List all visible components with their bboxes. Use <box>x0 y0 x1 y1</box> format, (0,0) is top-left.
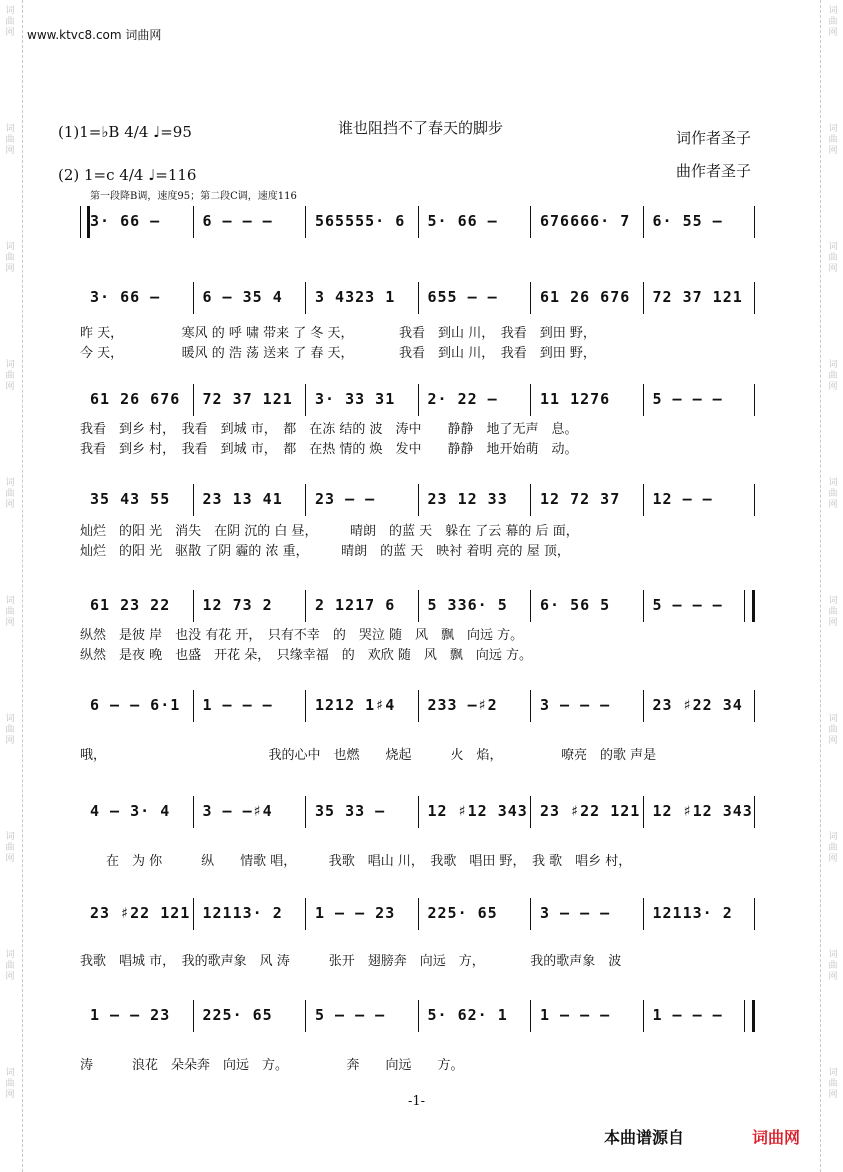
watermark-text: 词 曲 网 <box>5 832 15 864</box>
watermark-text: 词 曲 网 <box>828 360 838 392</box>
watermark-text: 词 曲 网 <box>5 596 15 628</box>
measure: 1 — — — <box>652 1006 723 1024</box>
measure: 23 ♯22 121 <box>90 904 191 922</box>
barline <box>418 898 419 930</box>
measure: 12 72 37 <box>540 490 621 508</box>
barline <box>643 898 644 930</box>
watermark-text: 词 曲 网 <box>828 596 838 628</box>
measure: 1 — — — <box>202 696 273 714</box>
measure: 12113· 2 <box>202 904 283 922</box>
measure: 6 — 35 4 <box>202 288 283 306</box>
barline <box>754 384 755 416</box>
watermark-text: 词 曲 网 <box>5 478 15 510</box>
measure: 4 — 3· 4 <box>90 802 171 820</box>
barline <box>305 282 306 314</box>
barline <box>305 590 306 622</box>
lyric-line: 灿烂 的阳 光 消失 在阴 沉的 白 昼， 晴朗 的蓝 天 躲在 了云 幕的 后 面， <box>80 524 579 539</box>
score-system <box>80 276 755 320</box>
barline <box>530 484 531 516</box>
barline <box>643 484 644 516</box>
measure: 6· 56 5 <box>540 596 611 614</box>
watermark-text: 词 曲 网 <box>5 6 15 38</box>
measure: 3· 66 — <box>90 288 161 306</box>
barline <box>643 690 644 722</box>
barline <box>754 690 755 722</box>
measure: 6 — — 6·1 <box>90 696 181 714</box>
measure: 72 37 121 <box>652 288 743 306</box>
barline <box>193 484 194 516</box>
measure: 3 4323 1 <box>315 288 396 306</box>
measure: 12113· 2 <box>652 904 733 922</box>
lyric-line: 今 天， 暖风 的 浩 荡 送来 了 春 天， 我看 到山 川， 我看 到田 野， <box>80 346 596 361</box>
measure: 12 ♯12 343 <box>652 802 753 820</box>
measure: 12 73 2 <box>202 596 273 614</box>
barline <box>305 484 306 516</box>
measure: 655 — — <box>427 288 498 306</box>
score-system <box>80 994 755 1038</box>
barline <box>754 898 755 930</box>
barline <box>418 590 419 622</box>
measure: 23 13 41 <box>202 490 283 508</box>
measure: 11 1276 <box>540 390 611 408</box>
barline <box>754 796 755 828</box>
measure: 3· 66 — <box>90 212 161 230</box>
measure: 23 ♯22 121 <box>540 802 641 820</box>
measure: 12 — — <box>652 490 713 508</box>
key-signature-2: (2) 1=c 4/4 ♩=116 <box>58 166 197 184</box>
measure: 225· 65 <box>202 1006 273 1024</box>
footer-logo[interactable]: 词曲网 <box>752 1128 801 1147</box>
barline <box>193 590 194 622</box>
measure: 233 —♯2 <box>427 696 498 714</box>
footer-source: 本曲谱源自 <box>604 1128 685 1147</box>
barline <box>530 690 531 722</box>
measure: 5 — — — <box>652 596 723 614</box>
measure: 23 12 33 <box>427 490 508 508</box>
barline <box>754 206 755 238</box>
barline <box>530 206 531 238</box>
watermark-text: 词 曲 网 <box>5 950 15 982</box>
watermark-text: 词 曲 网 <box>5 242 15 274</box>
final-barline <box>744 1000 755 1032</box>
performance-note: 第一段降B调，速度95；第二段C调，速度116 <box>90 191 297 202</box>
barline <box>305 690 306 722</box>
barline <box>530 1000 531 1032</box>
score-system <box>80 892 755 936</box>
barline <box>418 282 419 314</box>
measure: 3 — — — <box>540 904 611 922</box>
barline <box>305 796 306 828</box>
measure: 1 — — — <box>540 1006 611 1024</box>
watermark-text: 词 曲 网 <box>5 360 15 392</box>
barline <box>754 282 755 314</box>
measure: 12 ♯12 343 <box>427 802 528 820</box>
barline <box>530 796 531 828</box>
barline <box>193 1000 194 1032</box>
barline <box>418 384 419 416</box>
barline <box>418 206 419 238</box>
measure: 2· 22 — <box>427 390 498 408</box>
measure: 225· 65 <box>427 904 498 922</box>
measure: 6 — — — <box>202 212 273 230</box>
measure: 35 33 — <box>315 802 386 820</box>
right-watermark-strip <box>820 0 843 1172</box>
measure: 61 26 676 <box>540 288 631 306</box>
measure: 676666· 7 <box>540 212 631 230</box>
barline <box>193 384 194 416</box>
watermark-text: 词 曲 网 <box>828 714 838 746</box>
measure: 1 — — 23 <box>90 1006 171 1024</box>
left-watermark-strip <box>0 0 23 1172</box>
score-system <box>80 478 755 522</box>
watermark-text: 词 曲 网 <box>5 1068 15 1100</box>
site-header[interactable]: www.ktvc8.com 词曲网 <box>27 28 162 42</box>
watermark-text: 词 曲 网 <box>828 1068 838 1100</box>
barline <box>418 690 419 722</box>
measure: 565555· 6 <box>315 212 406 230</box>
barline <box>305 384 306 416</box>
start-repeat-barline <box>80 206 90 238</box>
measure: 2 1217 6 <box>315 596 396 614</box>
barline <box>305 898 306 930</box>
score-system <box>80 584 755 628</box>
lyric-line: 我看 到乡 村， 我看 到城 市， 都 在热 情的 焕 发中 静静 地开始萌 动。 <box>80 442 578 457</box>
score-system <box>80 790 755 834</box>
measure: 23 — — <box>315 490 376 508</box>
watermark-text: 词 曲 网 <box>828 478 838 510</box>
measure: 5· 62· 1 <box>427 1006 508 1024</box>
watermark-text: 词 曲 网 <box>828 832 838 864</box>
key-signature-1: (1)1=♭B 4/4 ♩=95 <box>58 123 192 141</box>
measure: 61 26 676 <box>90 390 181 408</box>
watermark-text: 词 曲 网 <box>828 124 838 156</box>
lyric-line: 纵然 是彼 岸 也没 有花 开， 只有不幸 的 哭泣 随 风 飘 向远 方。 <box>80 628 524 643</box>
lyric-line: 我歌 唱城 市， 我的歌声象 风 涛 张开 翅膀奔 向远 方， 我的歌声象 波 <box>80 954 622 969</box>
watermark-text: 词 曲 网 <box>828 6 838 38</box>
watermark-text: 词 曲 网 <box>828 950 838 982</box>
watermark-text: 词 曲 网 <box>5 124 15 156</box>
score-system <box>80 200 755 244</box>
measure: 3 — — — <box>540 696 611 714</box>
barline <box>418 1000 419 1032</box>
lyric-line: 我看 到乡 村， 我看 到城 市， 都 在冻 结的 波 涛中 静静 地了无声 息。 <box>80 422 578 437</box>
measure: 23 ♯22 34 <box>652 696 743 714</box>
barline <box>193 206 194 238</box>
barline <box>754 484 755 516</box>
score-system <box>80 378 755 422</box>
measure: 6· 55 — <box>652 212 723 230</box>
page-number: -1- <box>408 1094 426 1109</box>
barline <box>530 898 531 930</box>
barline <box>643 1000 644 1032</box>
barline <box>643 206 644 238</box>
measure: 5 — — — <box>315 1006 386 1024</box>
barline <box>418 796 419 828</box>
barline <box>193 898 194 930</box>
measure: 5 — — — <box>652 390 723 408</box>
song-title: 谁也阻挡不了春天的脚步 <box>338 119 504 137</box>
measure: 1212 1♯4 <box>315 696 396 714</box>
measure: 3 — —♯4 <box>202 802 273 820</box>
lyric-line: 灿烂 的阳 光 驱散 了阴 霾的 浓 重， 晴朗 的蓝 天 映衬 着明 亮的 屋 顶， <box>80 544 570 559</box>
measure: 1 — — 23 <box>315 904 396 922</box>
barline <box>530 282 531 314</box>
watermark-text: 词 曲 网 <box>5 714 15 746</box>
lyric-line: 哦， 我的心中 也燃 烧起 火 焰， 嘹亮 的歌 声是 <box>80 748 657 763</box>
measure: 5· 66 — <box>427 212 498 230</box>
barline <box>643 590 644 622</box>
lyric-line: 涛 浪花 朵朵奔 向远 方。 奔 向远 方。 <box>80 1058 464 1073</box>
lyric-line: 昨 天， 寒风 的 呼 啸 带来 了 冬 天， 我看 到山 川， 我看 到田 野， <box>80 326 596 341</box>
barline <box>193 690 194 722</box>
barline <box>530 590 531 622</box>
barline <box>305 206 306 238</box>
lyric-line: 在 为 你 纵 情歌 唱， 我歌 唱山 川， 我歌 唱田 野， 我 歌 唱乡 村， <box>80 854 632 869</box>
barline <box>643 384 644 416</box>
barline <box>305 1000 306 1032</box>
barline <box>530 384 531 416</box>
measure: 72 37 121 <box>202 390 293 408</box>
watermark-text: 词 曲 网 <box>828 242 838 274</box>
barline <box>643 282 644 314</box>
lyric-line: 纵然 是夜 晚 也盛 开花 朵， 只缘幸福 的 欢欣 随 风 飘 向远 方。 <box>80 648 533 663</box>
measure: 35 43 55 <box>90 490 171 508</box>
measure: 3· 33 31 <box>315 390 396 408</box>
barline <box>418 484 419 516</box>
score-system <box>80 684 755 728</box>
composer: 曲作者圣子 <box>676 162 752 180</box>
measure: 61 23 22 <box>90 596 171 614</box>
barline <box>193 796 194 828</box>
measure: 5 336· 5 <box>427 596 508 614</box>
barline <box>643 796 644 828</box>
end-repeat-barline <box>744 590 755 622</box>
lyricist: 词作者圣子 <box>676 129 752 147</box>
barline <box>193 282 194 314</box>
